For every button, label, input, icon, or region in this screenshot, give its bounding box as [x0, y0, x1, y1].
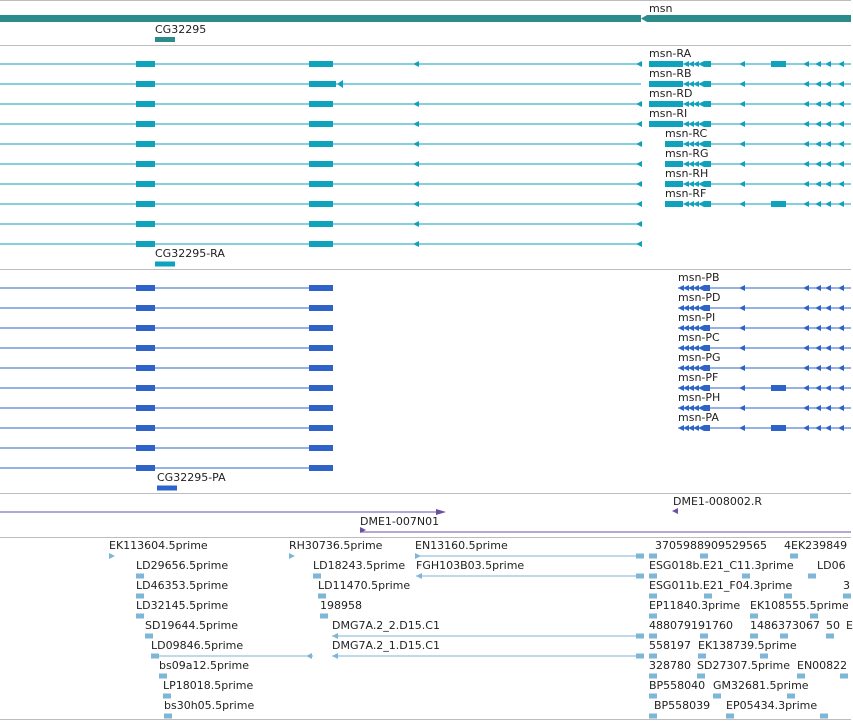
exon-block: [704, 81, 711, 87]
strand-arrow-glyph: [815, 101, 821, 107]
strand-arrow-glyph: [825, 305, 831, 311]
strand-arrow-glyph: [803, 201, 809, 207]
exon-block: [136, 325, 155, 331]
est-feature: [700, 634, 708, 639]
exon-block: [309, 121, 333, 127]
exon-block: [309, 325, 333, 331]
strand-arrow-glyph: [739, 285, 745, 291]
strand-arrow-glyph: [413, 181, 419, 187]
protein-label: msn-PD: [678, 291, 721, 304]
est-label: 3705988909529565: [655, 539, 767, 552]
est-label: 4EK239849: [784, 539, 848, 552]
strand-arrow-glyph: [803, 101, 809, 107]
strand-arrow-glyph: [815, 201, 821, 207]
exon-block: [136, 241, 155, 247]
est-label: 558197: [649, 639, 691, 652]
est-feature: [136, 614, 144, 619]
strand-arrow-glyph: [739, 345, 745, 351]
protein-label: msn-PB: [678, 271, 720, 284]
protein-label: msn-PG: [678, 351, 721, 364]
est-label: E: [846, 619, 853, 632]
strand-arrow-glyph: [803, 81, 809, 87]
est-feature: [820, 714, 828, 719]
est-label: LD18243.5prime: [313, 559, 406, 572]
exon-block: [309, 425, 333, 431]
exon-block: [136, 465, 155, 471]
strand-arrow-glyph: [825, 81, 831, 87]
est-label: 198958: [320, 599, 362, 612]
est-arrow-left: [332, 653, 338, 659]
probe-dme1-008002-arrow: [672, 508, 678, 514]
strand-arrow-glyph: [815, 181, 821, 187]
strand-arrow-glyph: [636, 221, 642, 227]
strand-arrow-glyph: [803, 161, 809, 167]
transcript-label: msn-RG: [665, 147, 709, 160]
exon-block: [136, 405, 155, 411]
est-feature: [649, 654, 657, 659]
protein-label: msn-PC: [678, 331, 720, 344]
est-label: EN13160.5prime: [415, 539, 508, 552]
strand-arrow-glyph: [838, 405, 844, 411]
est-feature: [826, 634, 834, 639]
est-label: EK108555.5prime: [750, 599, 849, 612]
exon-block: [157, 486, 177, 491]
strand-arrow-glyph: [413, 101, 419, 107]
exon-block: [136, 161, 155, 167]
strand-arrow-glyph: [739, 385, 745, 391]
exon-block: [309, 385, 333, 391]
exon-block: [136, 81, 155, 87]
strand-arrow-glyph: [803, 325, 809, 331]
strand-arrow-glyph: [803, 405, 809, 411]
strand-arrow-glyph: [636, 241, 642, 247]
strand-arrow-glyph: [838, 285, 844, 291]
exon-block: [309, 445, 333, 451]
est-feature: [700, 554, 708, 559]
exon-block: [136, 345, 155, 351]
est-feature: [726, 714, 734, 719]
strand-arrow-glyph: [803, 385, 809, 391]
strand-arrow-glyph: [838, 325, 844, 331]
exon-block: [309, 405, 333, 411]
exon-block: [136, 221, 155, 227]
strand-arrow-glyph: [815, 385, 821, 391]
strand-arrow-glyph: [739, 405, 745, 411]
strand-arrow-glyph: [337, 80, 343, 88]
exon-block: [309, 285, 333, 291]
exon-block: [704, 101, 711, 107]
transcript-label: msn-RC: [665, 127, 708, 140]
exon-block: [309, 241, 333, 247]
strand-arrow-glyph: [803, 365, 809, 371]
est-label: LD11470.5prime: [318, 579, 411, 592]
protein-label: msn-PI: [678, 311, 716, 324]
exon-block: [136, 201, 155, 207]
est-feature: [697, 674, 705, 679]
exon-block: [704, 61, 711, 67]
strand-arrow-glyph: [815, 325, 821, 331]
strand-arrow-glyph: [825, 201, 831, 207]
strand-arrow-glyph: [413, 141, 419, 147]
strand-arrow-glyph: [815, 345, 821, 351]
est-feature: [840, 674, 848, 679]
strand-arrow-glyph: [838, 101, 844, 107]
strand-arrow-glyph: [825, 345, 831, 351]
transcript-label: msn-RA: [649, 47, 692, 60]
est-feature: [760, 654, 768, 659]
est-track: [109, 553, 851, 719]
strand-arrow-glyph: [636, 121, 642, 127]
strand-arrow-glyph: [838, 81, 844, 87]
strand-arrow-glyph: [825, 385, 831, 391]
protein-label: msn-PA: [678, 411, 719, 424]
transcript-track: [0, 61, 851, 267]
probe-label-right: DME1-008002.R: [673, 495, 763, 508]
est-label: DMG7A.2_1.D15.C1: [332, 639, 440, 652]
strand-arrow-glyph: [739, 201, 745, 207]
protein-label: msn-PH: [678, 391, 721, 404]
est-feature: [318, 594, 326, 599]
strand-arrow-glyph: [825, 141, 831, 147]
gene-msn-feature-right[interactable]: [647, 15, 851, 22]
strand-arrow-glyph: [838, 121, 844, 127]
strand-arrow-glyph: [838, 61, 844, 67]
est-label: BP558040: [649, 679, 706, 692]
est-feature: [698, 654, 706, 659]
est-feature: [649, 574, 657, 579]
strand-arrow-glyph: [803, 425, 809, 431]
est-arrow-left: [416, 573, 422, 579]
strand-arrow-glyph: [739, 305, 745, 311]
est-feature: [636, 654, 644, 659]
strand-arrow-glyph: [838, 201, 844, 207]
strand-arrow-glyph: [815, 141, 821, 147]
exon-block: [309, 141, 333, 147]
est-feature: [750, 634, 758, 639]
strand-arrow-glyph: [739, 121, 745, 127]
est-label: ESG011b.E21_F04.3prime: [649, 579, 793, 592]
est-label: GM32681.5prime: [713, 679, 809, 692]
exon-block: [309, 161, 333, 167]
protein-label: msn-PF: [678, 371, 719, 384]
est-label: BP558039: [654, 699, 711, 712]
est-feature: [780, 634, 788, 639]
strand-arrow-glyph: [739, 365, 745, 371]
strand-arrow-glyph: [636, 181, 642, 187]
protein-label-cg32295: CG32295-PA: [157, 471, 226, 484]
transcript-label: msn-RD: [649, 87, 693, 100]
strand-arrow-glyph: [803, 61, 809, 67]
strand-arrow-glyph: [803, 181, 809, 187]
strand-arrow-glyph: [739, 161, 745, 167]
strand-arrow-glyph: [815, 161, 821, 167]
strand-arrow-glyph: [815, 405, 821, 411]
est-arrow-left: [306, 653, 312, 659]
exon-block: [136, 61, 155, 67]
strand-arrow-glyph: [803, 345, 809, 351]
exon-block: [771, 61, 786, 67]
strand-arrow-glyph: [838, 305, 844, 311]
est-feature: [159, 674, 167, 679]
transcript-label: msn-RH: [665, 167, 709, 180]
strand-arrow-glyph: [815, 425, 821, 431]
strand-arrow-glyph: [803, 305, 809, 311]
strand-arrow-glyph: [739, 141, 745, 147]
strand-arrow-glyph: [825, 101, 831, 107]
est-feature: [797, 674, 805, 679]
est-feature: [704, 594, 712, 599]
exon-block: [309, 221, 333, 227]
est-feature: [790, 554, 798, 559]
strand-arrow-glyph: [636, 141, 642, 147]
strand-arrow-glyph: [815, 81, 821, 87]
est-label: SD19644.5prime: [145, 619, 238, 632]
strand-arrow-glyph: [739, 61, 745, 67]
exon-block: [136, 305, 155, 311]
protein-track: [0, 285, 851, 491]
strand-arrow-glyph: [803, 141, 809, 147]
strand-arrow-glyph: [413, 61, 419, 67]
strand-arrow-glyph: [825, 61, 831, 67]
est-label: ESG018b.E21_C11.3prime: [649, 559, 794, 572]
gene-msn-strand-arrow: [641, 15, 647, 22]
strand-arrow-glyph: [838, 161, 844, 167]
gene-cg32295-feature[interactable]: [155, 37, 175, 42]
gene-msn-feature[interactable]: [0, 15, 641, 22]
strand-arrow-glyph: [739, 425, 745, 431]
exon-block: [309, 465, 333, 471]
strand-arrow-glyph: [825, 325, 831, 331]
est-label: 328780: [649, 659, 691, 672]
strand-arrow-glyph: [825, 425, 831, 431]
strand-arrow-glyph: [739, 81, 745, 87]
est-feature: [787, 694, 795, 699]
est-feature: [843, 594, 851, 599]
est-feature: [808, 574, 816, 579]
est-label: EP05434.3prime: [726, 699, 818, 712]
est-label: LD29656.5prime: [136, 559, 229, 572]
exon-block: [771, 201, 786, 207]
exon-block: [309, 181, 333, 187]
exon-block: [136, 445, 155, 451]
strand-arrow-glyph: [825, 365, 831, 371]
strand-arrow-glyph: [838, 425, 844, 431]
strand-arrow-glyph: [838, 181, 844, 187]
exon-block: [136, 365, 155, 371]
strand-arrow-glyph: [739, 325, 745, 331]
est-feature: [136, 594, 144, 599]
est-label: 3: [843, 579, 850, 592]
est-feature: [313, 574, 321, 579]
est-label: 1486373067: [750, 619, 820, 632]
strand-arrow-glyph: [413, 121, 419, 127]
transcript-label: msn-RI: [649, 107, 688, 120]
exon-block: [309, 61, 333, 67]
est-arrow-right: [109, 553, 115, 559]
est-label: LD32145.5prime: [136, 599, 229, 612]
est-feature: [649, 634, 657, 639]
est-feature: [810, 614, 818, 619]
est-feature: [750, 614, 758, 619]
gene-track: [0, 15, 851, 42]
strand-arrow-glyph: [413, 241, 419, 247]
strand-arrow-glyph: [413, 221, 419, 227]
gene-label-cg32295: CG32295: [155, 23, 207, 36]
est-feature: [320, 614, 328, 619]
est-label: 50: [826, 619, 840, 632]
exon-block: [309, 305, 333, 311]
est-feature: [784, 594, 792, 599]
exon-block: [136, 121, 155, 127]
est-feature: [636, 574, 644, 579]
est-label: bs09a12.5prime: [159, 659, 249, 672]
strand-arrow-glyph: [838, 365, 844, 371]
est-label: EN00822: [797, 659, 848, 672]
est-feature: [145, 634, 153, 639]
strand-arrow-glyph: [825, 161, 831, 167]
strand-arrow-glyph: [739, 181, 745, 187]
strand-arrow-glyph: [838, 385, 844, 391]
strand-arrow-glyph: [815, 285, 821, 291]
exon-block: [136, 141, 155, 147]
est-label: LD06: [817, 559, 846, 572]
exon-block: [704, 425, 710, 431]
strand-arrow-glyph: [825, 121, 831, 127]
exon-block: [704, 201, 711, 207]
exon-block: [136, 285, 155, 291]
strand-arrow-glyph: [815, 61, 821, 67]
est-label: LP18018.5prime: [163, 679, 254, 692]
est-feature: [164, 714, 172, 719]
est-label: bs30h05.5prime: [164, 699, 255, 712]
strand-arrow-glyph: [636, 201, 642, 207]
exon-block: [771, 385, 786, 391]
transcript-label-cg32295: CG32295-RA: [155, 247, 225, 260]
est-label: EK138739.5prime: [698, 639, 797, 652]
exon-block: [309, 201, 333, 207]
exon-block: [136, 101, 155, 107]
transcript-label: msn-RB: [649, 67, 692, 80]
est-label: 488079191760: [649, 619, 733, 632]
est-feature: [649, 694, 657, 699]
est-feature: [649, 614, 657, 619]
exon-block: [136, 181, 155, 187]
strand-arrow-glyph: [803, 121, 809, 127]
exon-block: [155, 262, 175, 267]
exon-block: [309, 345, 333, 351]
exon-block: [771, 425, 786, 431]
est-label: LD09846.5prime: [151, 639, 244, 652]
est-feature: [649, 594, 657, 599]
strand-arrow-glyph: [636, 101, 642, 107]
exon-block: [665, 201, 683, 207]
exon-block: [136, 385, 155, 391]
strand-arrow-glyph: [825, 181, 831, 187]
strand-arrow-glyph: [838, 345, 844, 351]
strand-arrow-glyph: [815, 121, 821, 127]
exon-block: [309, 101, 333, 107]
strand-arrow-glyph: [825, 285, 831, 291]
est-arrow-right: [289, 553, 295, 559]
est-feature: [649, 714, 657, 719]
est-label: EP11840.3prime: [649, 599, 741, 612]
est-label: FGH103B03.5prime: [416, 559, 525, 572]
est-feature: [636, 554, 644, 559]
strand-arrow-glyph: [825, 405, 831, 411]
probe-label-left: DME1-007N01: [360, 515, 440, 528]
est-label: LD46353.5prime: [136, 579, 229, 592]
est-feature: [163, 694, 171, 699]
est-feature: [742, 574, 750, 579]
strand-arrow-glyph: [413, 161, 419, 167]
est-feature: [649, 674, 657, 679]
strand-arrow-glyph: [636, 61, 642, 67]
strand-arrow-glyph: [838, 141, 844, 147]
strand-arrow-glyph: [739, 101, 745, 107]
exon-block: [309, 81, 336, 87]
est-feature: [136, 574, 144, 579]
est-label: SD27307.5prime: [697, 659, 790, 672]
strand-arrow-glyph: [413, 201, 419, 207]
est-label: DMG7A.2_2.D15.C1: [332, 619, 440, 632]
strand-arrow-glyph: [815, 365, 821, 371]
strand-arrow-glyph: [803, 285, 809, 291]
gene-label-msn: msn: [649, 2, 673, 15]
est-feature: [713, 694, 721, 699]
transcript-label: msn-RF: [665, 187, 707, 200]
strand-arrow-glyph: [636, 161, 642, 167]
strand-arrow-glyph: [815, 305, 821, 311]
exon-block: [136, 425, 155, 431]
est-feature: [636, 634, 644, 639]
est-feature: [649, 554, 657, 559]
est-label: RH30736.5prime: [289, 539, 383, 552]
est-label: EK113604.5prime: [109, 539, 208, 552]
exon-block: [309, 365, 333, 371]
